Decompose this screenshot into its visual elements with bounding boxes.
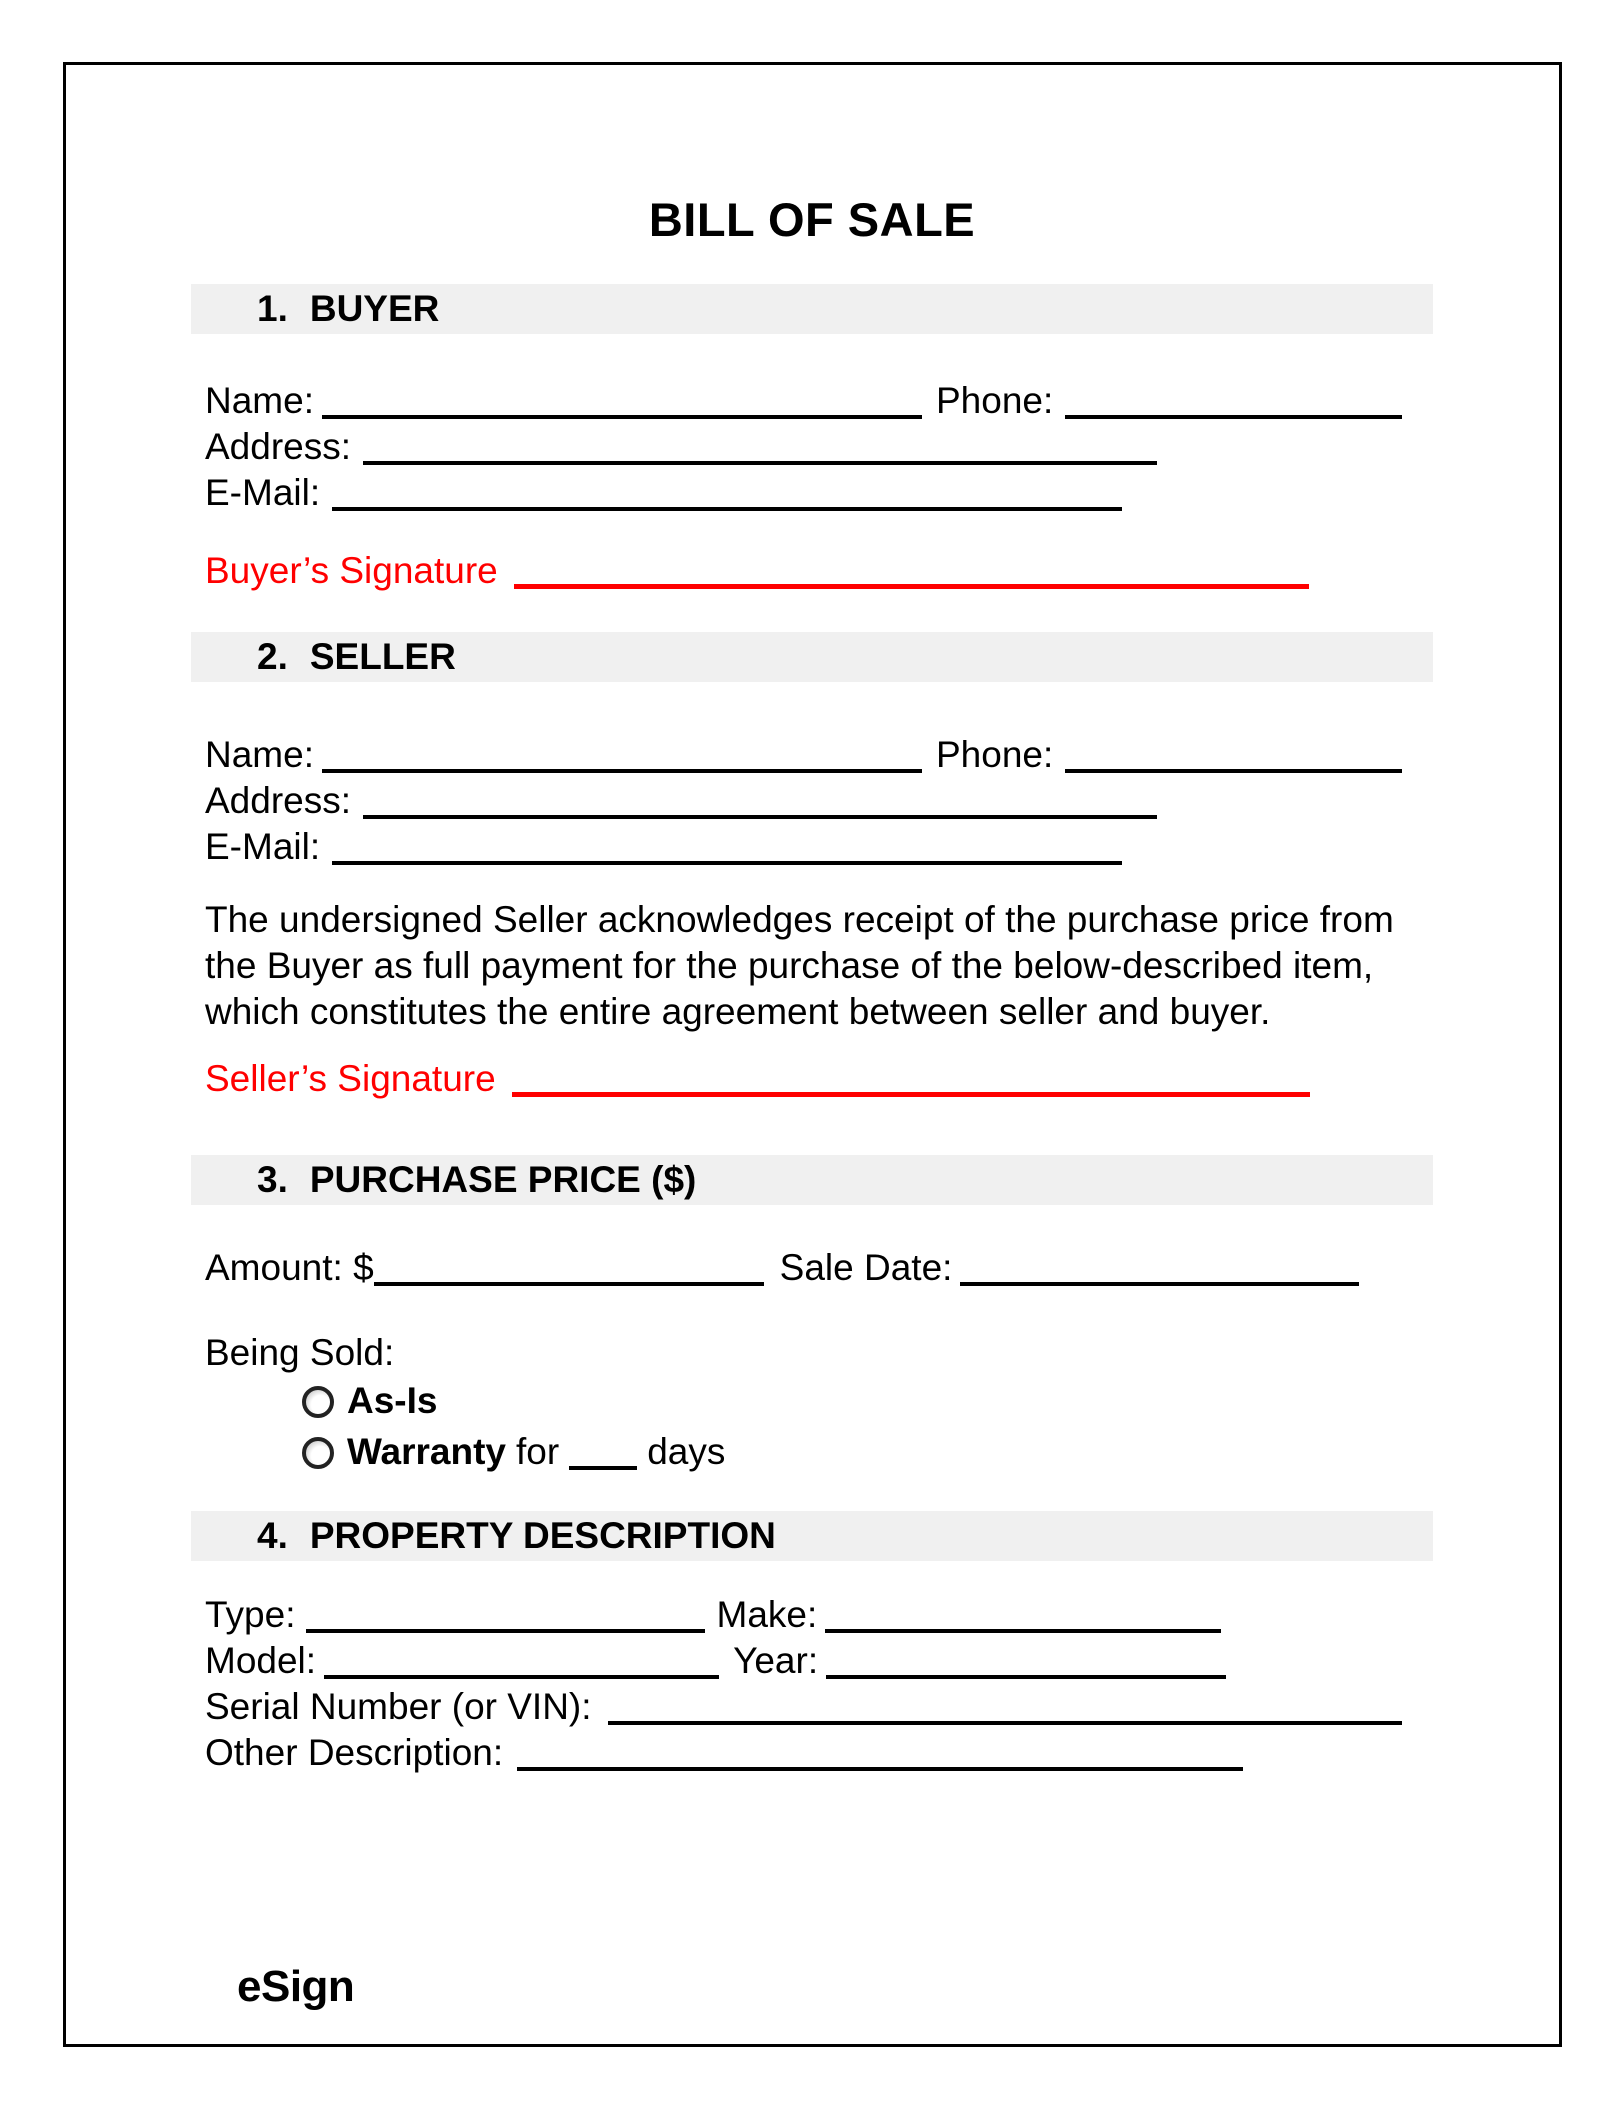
warranty-option-row	[302, 1431, 725, 1473]
sale-date-label: Sale Date:	[779, 1247, 953, 1288]
warranty-radio[interactable]	[302, 1437, 334, 1469]
type-label: Type:	[205, 1594, 296, 1635]
model-label: Model:	[205, 1640, 317, 1681]
buyer-address-blank[interactable]	[363, 461, 1157, 465]
as-is-option-row	[302, 1380, 437, 1422]
buyer-name-label: Name:	[205, 380, 314, 421]
being-sold-label: Being Sold:	[205, 1332, 395, 1373]
seller-section-title: SELLER	[309, 636, 456, 677]
amount-blank[interactable]	[374, 1282, 764, 1286]
buyer-section-number: 1.	[257, 288, 288, 329]
document-title: BILL OF SALE	[648, 193, 976, 246]
amount-row	[205, 1247, 1359, 1289]
seller-signature-label: Seller’s Signature	[205, 1058, 496, 1099]
other-description-row	[205, 1732, 1243, 1774]
seller-phone-label: Phone:	[935, 734, 1054, 775]
buyer-email-blank[interactable]	[332, 507, 1122, 511]
buyer-name-row	[205, 380, 1402, 422]
serial-label: Serial Number (or VIN):	[205, 1686, 592, 1727]
buyer-signature-row	[205, 550, 1309, 592]
seller-email-blank[interactable]	[332, 861, 1122, 865]
make-blank[interactable]	[825, 1629, 1221, 1633]
buyer-section-header	[191, 284, 1433, 334]
seller-email-row	[205, 826, 1122, 868]
warranty-for-label: for	[516, 1431, 560, 1472]
seller-name-label: Name:	[205, 734, 314, 775]
price-section-title: PURCHASE PRICE ($)	[309, 1159, 697, 1200]
seller-acknowledgement-paragraph: The undersigned Seller acknowledges receipt of the purchase price from the Buyer as full payment for the purchase of the below-described item, which constitutes the entire agreement between seller and buyer.	[205, 899, 1394, 1032]
sale-date-blank[interactable]	[960, 1282, 1359, 1286]
seller-signature-blank[interactable]	[512, 1092, 1310, 1097]
model-year-row	[205, 1640, 1226, 1682]
property-section-number: 4.	[257, 1515, 288, 1556]
as-is-option-label: As-Is	[347, 1380, 438, 1421]
seller-section-header	[191, 632, 1433, 682]
buyer-phone-blank[interactable]	[1065, 415, 1402, 419]
buyer-address-label: Address:	[205, 426, 352, 467]
seller-signature-row	[205, 1058, 1310, 1100]
buyer-email-row	[205, 472, 1122, 514]
buyer-email-label: E-Mail:	[205, 472, 321, 513]
serial-blank[interactable]	[608, 1721, 1402, 1725]
buyer-name-blank[interactable]	[322, 415, 922, 419]
seller-email-label: E-Mail:	[205, 826, 321, 867]
type-blank[interactable]	[306, 1629, 705, 1633]
seller-address-blank[interactable]	[363, 815, 1157, 819]
property-section-title: PROPERTY DESCRIPTION	[309, 1515, 776, 1556]
model-blank[interactable]	[324, 1675, 719, 1679]
buyer-section-title: BUYER	[309, 288, 440, 329]
year-blank[interactable]	[826, 1675, 1226, 1679]
other-description-label: Other Description:	[205, 1732, 504, 1773]
seller-address-label: Address:	[205, 780, 352, 821]
buyer-signature-blank[interactable]	[514, 584, 1309, 589]
other-description-blank[interactable]	[517, 1767, 1243, 1771]
year-label: Year:	[733, 1640, 819, 1681]
as-is-radio[interactable]	[302, 1386, 334, 1418]
buyer-phone-label: Phone:	[935, 380, 1054, 421]
buyer-signature-label: Buyer’s Signature	[205, 550, 498, 591]
property-section-header	[191, 1511, 1433, 1561]
price-section-number: 3.	[257, 1159, 288, 1200]
seller-address-row	[205, 780, 1157, 822]
make-label: Make:	[716, 1594, 818, 1635]
warranty-option-label: Warranty	[347, 1431, 507, 1472]
warranty-days-blank[interactable]	[569, 1466, 637, 1470]
buyer-address-row	[205, 426, 1157, 468]
being-sold-row	[205, 1332, 394, 1374]
amount-label: Amount: $	[205, 1247, 374, 1288]
esign-logo: eSign	[237, 1962, 355, 2011]
seller-phone-blank[interactable]	[1065, 769, 1402, 773]
seller-section-number: 2.	[257, 636, 288, 677]
seller-name-row	[205, 734, 1402, 776]
warranty-days-label: days	[647, 1431, 726, 1472]
type-make-row	[205, 1594, 1221, 1636]
serial-row	[205, 1686, 1402, 1728]
price-section-header	[191, 1155, 1433, 1205]
seller-name-blank[interactable]	[322, 769, 922, 773]
